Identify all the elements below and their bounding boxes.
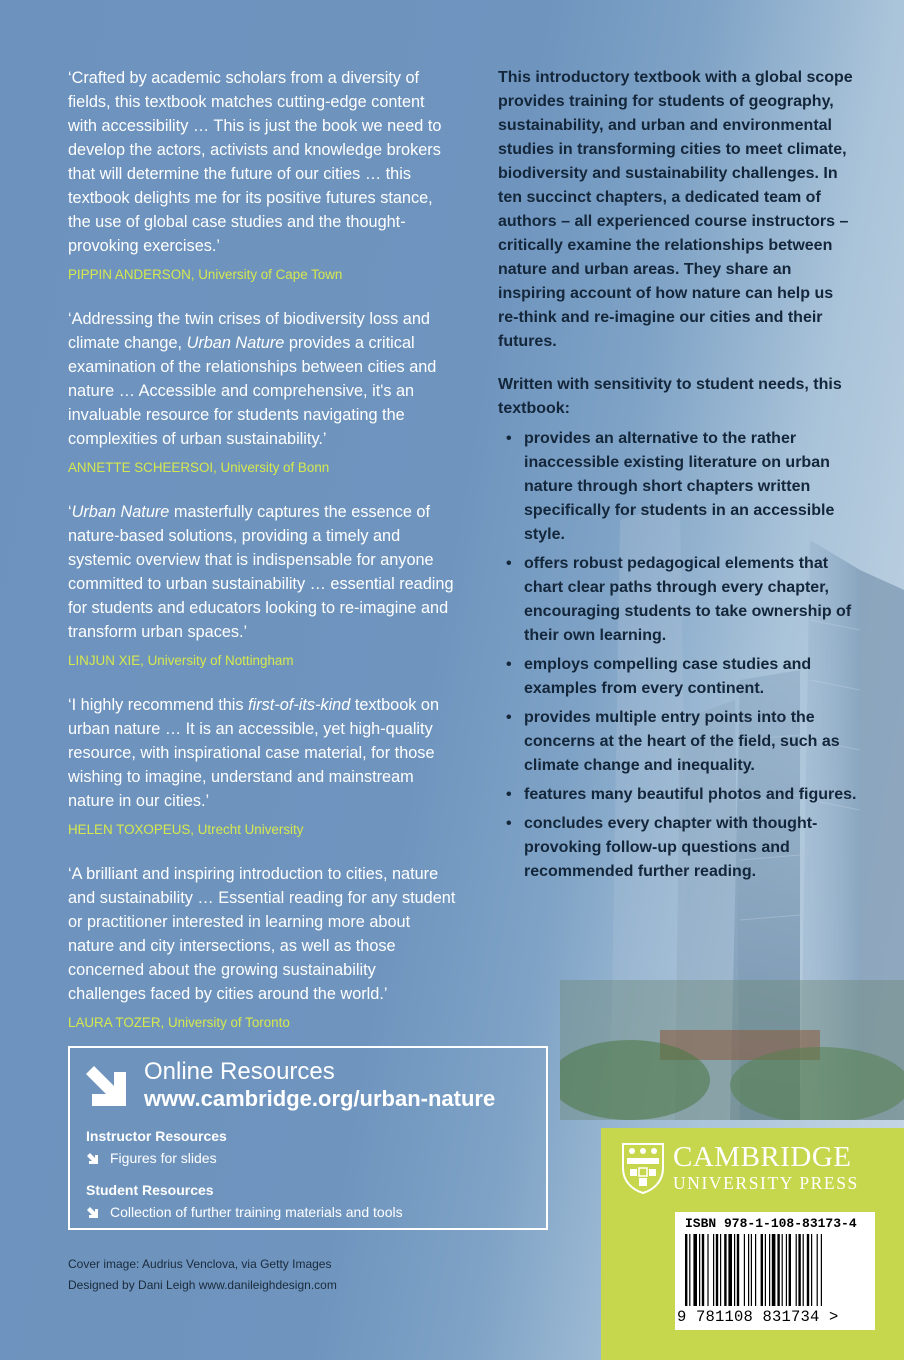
barcode-bar: [728, 1234, 732, 1306]
quote-text-part: masterfully captures the essence of nature-based solutions, providing a timely and systemic overview that is indispensable for anyone committed to urban sustainability … essential reading for students and educators looking to re-imagine and transform urban spaces.’: [68, 503, 454, 641]
book-title-italic: Urban Nature: [71, 503, 170, 521]
barcode-bar: [807, 1234, 809, 1306]
quote-text: [68, 307, 458, 451]
quote-attribution: [68, 266, 458, 284]
list-item: • provides an alternative to the rather inaccessible existing literature on urban nature through short chapters written specifically for students in an accessible style.: [524, 427, 858, 547]
cover-credits: [68, 1254, 337, 1296]
barcode-bar: [748, 1234, 749, 1306]
barcode-bar: [702, 1234, 704, 1306]
small-arrow-icon: [86, 1206, 100, 1220]
list-item: • employs compelling case studies and examples from every continent.: [524, 653, 858, 701]
barcode-bar: [803, 1234, 804, 1306]
emphasis-italic: first-of-its-kind: [248, 696, 351, 714]
barcode-bar: [817, 1234, 818, 1306]
book-description: [498, 66, 858, 889]
arrow-down-right-icon: [80, 1060, 132, 1112]
instructor-resources-heading: Instructor Resources: [86, 1128, 227, 1144]
barcode-bar: [761, 1234, 763, 1306]
barcode-bar: [720, 1234, 721, 1306]
reviewer-name: PIPPIN ANDERSON,: [68, 267, 195, 282]
reviewer-name: LAURA TOZER,: [68, 1015, 165, 1030]
quote-text: [68, 693, 458, 813]
quote-attribution: [68, 821, 458, 839]
barcode-bar: [716, 1234, 718, 1306]
quote-text-part: ‘I highly recommend this: [68, 696, 249, 714]
quote-attribution: [68, 652, 458, 670]
isbn-barcode: [675, 1212, 875, 1330]
barcode-bar: [724, 1234, 726, 1306]
barcode-bar: [777, 1234, 779, 1306]
small-arrow-icon: [86, 1152, 100, 1166]
reviewer-institution: University of Cape Town: [198, 267, 343, 282]
barcode-bar: [744, 1234, 745, 1306]
publisher-subname: UNIVERSITY PRESS: [673, 1173, 859, 1193]
barcode-digits: 9 781108 831734 >: [677, 1308, 839, 1326]
feature-list: [498, 427, 858, 884]
barcode-bar: [734, 1234, 735, 1306]
quote-text-part: ‘Addressing the twin crises of biodiversity loss and climate change,: [68, 310, 430, 352]
barcode-bar: [689, 1234, 690, 1306]
barcode-bar: [737, 1234, 739, 1306]
barcode-bar: [798, 1234, 800, 1306]
list-item: • offers robust pedagogical elements that chart clear paths through every chapter, encouraging students to take ownership of their own learning.: [524, 552, 858, 648]
reviewer-name: LINJUN XIE,: [68, 653, 144, 668]
quote-attribution: [68, 459, 458, 477]
quote-4: [68, 693, 458, 839]
list-item: • provides multiple entry points into the concerns at the heart of the field, such as climate change and inequality.: [524, 706, 858, 778]
instructor-resource-item[interactable]: Figures for slides: [110, 1150, 217, 1166]
resources-url-link[interactable]: www.cambridge.org/urban-nature: [144, 1086, 496, 1111]
quote-text-part: textbook on urban nature … It is an accessible, yet high-quality resource, with inspirational case material, for those wishing to imagine, understand and mainstream nature in our cities.’: [68, 696, 440, 810]
quote-attribution: [68, 1014, 458, 1032]
endorsement-quotes: [68, 66, 458, 1055]
list-item: • features many beautiful photos and figures.: [524, 783, 858, 807]
resources-title: Online Resources: [144, 1058, 335, 1085]
quote-text-part: ‘: [68, 503, 72, 521]
online-resources-box: [68, 1046, 548, 1230]
student-resource-item[interactable]: Collection of further training materials and tools: [110, 1204, 403, 1220]
reviewer-name: ANNETTE SCHEERSOI,: [68, 460, 217, 475]
barcode-bar: [699, 1234, 700, 1306]
barcode-bar: [796, 1234, 797, 1306]
description-intro: This introductory textbook with a global scope provides training for students of geography, sustainability, and urban and environmental studies in transforming cities to meet climate, biodiversity and sustainability challenges. In ten succinct chapters, a dedicated team of authors – all experienced course instructors – critically examine the relationships between nature and urban areas. They share an inspiring account of how nature can help us re-think and re-imagine our cities and their futures.: [498, 69, 853, 350]
quote-text: ‘Crafted by academic scholars from a diversity of fields, this textbook matches cutting-edge content with accessibility … This is just the book we need to develop the actors, activists and knowledge brokers that will determine the future of our cities … this textbook delights me for its positive futures stance, the use of global case studies and the thought-provoking exercises.’: [68, 69, 442, 255]
list-item: • concludes every chapter with thought-provoking follow-up questions and recommended further reading.: [524, 812, 858, 884]
barcode-bar: [685, 1234, 687, 1306]
designer-credit: Designed by Dani Leigh www.danileighdesign.com: [68, 1278, 337, 1292]
barcode-bar: [821, 1234, 822, 1306]
barcode-bar: [782, 1234, 783, 1306]
quote-text: ‘A brilliant and inspiring introduction to cities, nature and sustainability … Essential reading for any student or practitioner interested in learning more about nature and city intersections, as well as those concerned about the growing sustainability challenges faced by cities around the world.’: [68, 865, 456, 1003]
quote-text-part: provides a critical examination of the relationships between cities and nature … Accessible and comprehensive, it's an invaluable resource for students navigating the complexities of urban sustainability.’: [68, 334, 437, 448]
student-resources-heading: Student Resources: [86, 1182, 214, 1198]
cambridge-shield-icon: [621, 1142, 665, 1194]
barcode-bars: [685, 1234, 865, 1306]
quote-text: [68, 500, 458, 644]
barcode-bar: [713, 1234, 714, 1306]
reviewer-institution: Utrecht University: [197, 822, 304, 837]
barcode-bar: [769, 1234, 770, 1306]
barcode-bar: [693, 1234, 697, 1306]
barcode-bar: [786, 1234, 787, 1306]
reviewer-name: HELEN TOXOPEUS,: [68, 822, 195, 837]
cover-image-credit: Cover image: Audrius Venclova, via Getty Images: [68, 1257, 332, 1271]
quote-3: [68, 500, 458, 670]
quote-2: [68, 307, 458, 477]
reviewer-institution: University of Nottingham: [147, 653, 294, 668]
barcode-bar: [751, 1234, 752, 1306]
barcode-bar: [765, 1234, 766, 1306]
book-title-italic: Urban Nature: [186, 334, 285, 352]
barcode-bar: [811, 1234, 812, 1306]
description-lead: Written with sensitivity to student needs, this textbook:: [498, 376, 842, 417]
quote-1: [68, 66, 458, 284]
barcode-bar: [772, 1234, 776, 1306]
publisher-name: CAMBRIDGE: [673, 1141, 852, 1173]
reviewer-institution: University of Toronto: [167, 1015, 290, 1030]
isbn-label: ISBN 978-1-108-83173-4: [685, 1216, 857, 1231]
barcode-bar: [755, 1234, 756, 1306]
reviewer-institution: University of Bonn: [220, 460, 330, 475]
quote-5: [68, 862, 458, 1032]
barcode-bar: [707, 1234, 708, 1306]
barcode-bar: [789, 1234, 791, 1306]
